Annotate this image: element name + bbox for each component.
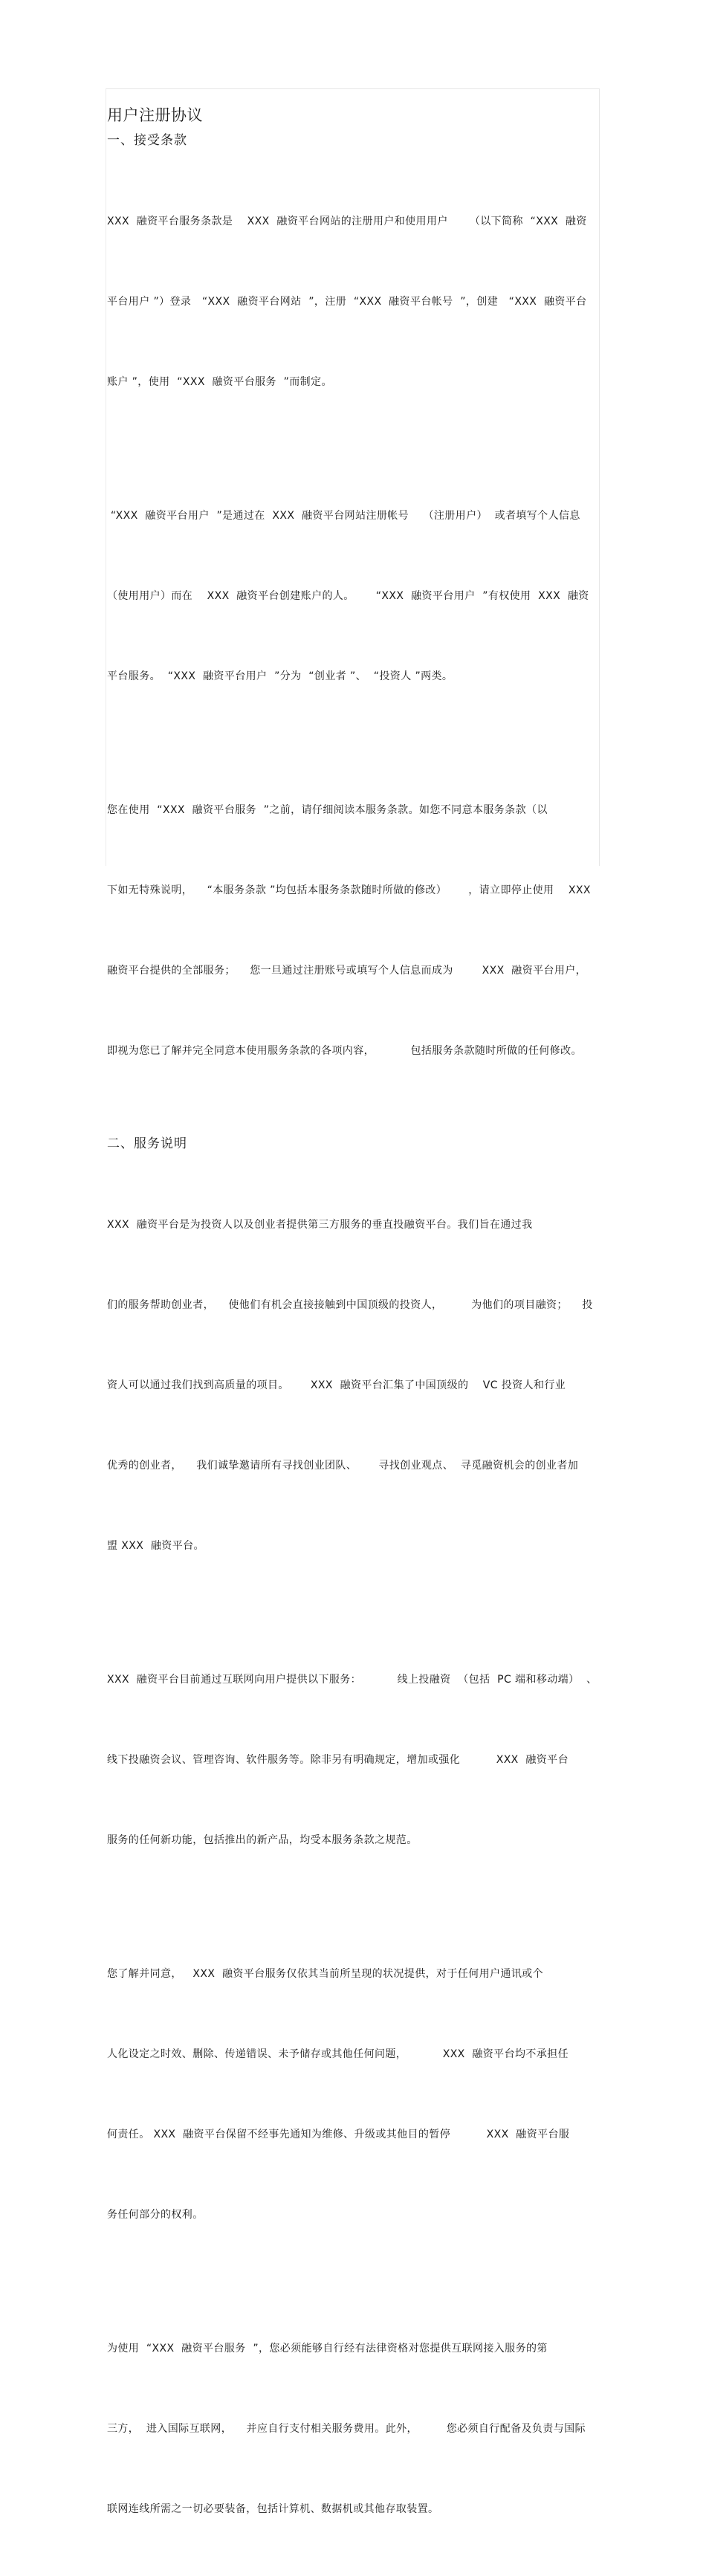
paragraph bbox=[107, 155, 597, 449]
text-line: （使用用户）而在 XXX 融资平台创建账户的人。 “XXX 融资平台用户 ”有权使用 XXX 融资 bbox=[107, 590, 589, 602]
paragraph bbox=[107, 1613, 597, 1907]
text-line: 三方， 进入国际互联网， 并应自行支付相关服务费用。此外， 您必须自行配备及负责与国际 bbox=[107, 2423, 586, 2435]
text-line: “XXX 融资平台用户 ”是通过在 XXX 融资平台网站注册帐号 （注册用户） 或者填写个人信息 bbox=[107, 510, 580, 522]
text-line: 务任何部分的权利。 bbox=[107, 2209, 204, 2221]
text-line: 平台用户 ”）登录 “XXX 融资平台网站 ”，注册 “XXX 融资平台帐号 ”，创建 “XXX 融资平台 bbox=[107, 296, 587, 308]
text-line: 线下投融资会议、管理咨询、软件服务等。除非另有明确规定，增加或强化 XXX 融资平台 bbox=[107, 1754, 569, 1766]
paragraph bbox=[107, 1907, 597, 2282]
text-line: 人化设定之时效、删除、传递错误、未予储存或其他任何问题， XXX 融资平台均不承担任 bbox=[107, 2048, 569, 2060]
text-line: 您了解并同意， XXX 融资平台服务仅依其当前所呈现的状况提供，对于任何用户通讯或个 bbox=[107, 1968, 544, 1980]
document-title: 用户注册协议 bbox=[107, 106, 203, 124]
section-service-description bbox=[107, 1133, 597, 2576]
document-body bbox=[107, 103, 597, 2576]
text-line: XXX 融资平台服务条款是 XXX 融资平台网站的注册用户和使用用户 （以下简称 “XXX 融资 bbox=[107, 216, 587, 227]
text-line: 为使用 “XXX 融资平台服务 ”，您必须能够自行经有法律资格对您提供互联网接入服务的第 bbox=[107, 2343, 548, 2355]
paragraph bbox=[107, 743, 597, 1118]
text-line: 融资平台提供的全部服务； 您一旦通过注册账号或填写个人信息而成为 XXX 融资平台用户， bbox=[107, 965, 587, 977]
text-line: 何责任。 XXX 融资平台保留不经事先通知为维修、升级或其他目的暂停 XXX 融资平台服 bbox=[107, 2129, 570, 2140]
text-line: 们的服务帮助创业者， 使他们有机会直接接触到中国顶级的投资人， 为他们的项目融资； 投 bbox=[107, 1299, 593, 1311]
text-line: 下如无特殊说明， “本服务条款 ”均包括本服务条款随时所做的修改） ，请立即停止使用 XXX bbox=[107, 884, 591, 896]
text-line: 即视为您已了解并完全同意本使用服务条款的各项内容， 包括服务条款随时所做的任何修改。 bbox=[107, 1045, 582, 1057]
paragraph bbox=[107, 449, 597, 743]
text-line: 优秀的创业者， 我们诚挚邀请所有寻找创业团队、 寻找创业观点、 寻觅融资机会的创业者加 bbox=[107, 1460, 579, 1472]
text-line: XXX 融资平台目前通过互联网向用户提供以下服务： 线上投融资 （包括 PC 端和移动端） 、 bbox=[107, 1674, 597, 1686]
text-line: 联网连线所需之一切必要装备，包括计算机、数据机或其他存取装置。 bbox=[107, 2503, 439, 2515]
section-heading: 一、接受条款 bbox=[107, 133, 187, 148]
text-line: 资人可以通过我们找到高质量的项目。 XXX 融资平台汇集了中国顶级的 VC 投资人和行业 bbox=[107, 1379, 566, 1391]
text-line: 平台服务。 “XXX 融资平台用户 ”分为 “创业者 ”、 “投资人 ”两类。 bbox=[107, 670, 453, 682]
paragraph bbox=[107, 2282, 597, 2576]
text-line: 账户 ”，使用 “XXX 融资平台服务 ”而制定。 bbox=[107, 376, 332, 388]
text-line: 服务的任何新功能，包括推出的新产品，均受本服务条款之规范。 bbox=[107, 1834, 418, 1846]
text-line: 盟 XXX 融资平台。 bbox=[107, 1540, 204, 1552]
paragraph bbox=[107, 1158, 597, 1613]
text-line: 您在使用 “XXX 融资平台服务 ”之前，请仔细阅读本服务条款。如您不同意本服务条款（以 bbox=[107, 804, 548, 816]
section-heading: 二、服务说明 bbox=[107, 1136, 187, 1151]
text-line: XXX 融资平台是为投资人以及创业者提供第三方服务的垂直投融资平台。我们旨在通过我 bbox=[107, 1219, 533, 1231]
section-accept-terms bbox=[107, 129, 597, 1118]
